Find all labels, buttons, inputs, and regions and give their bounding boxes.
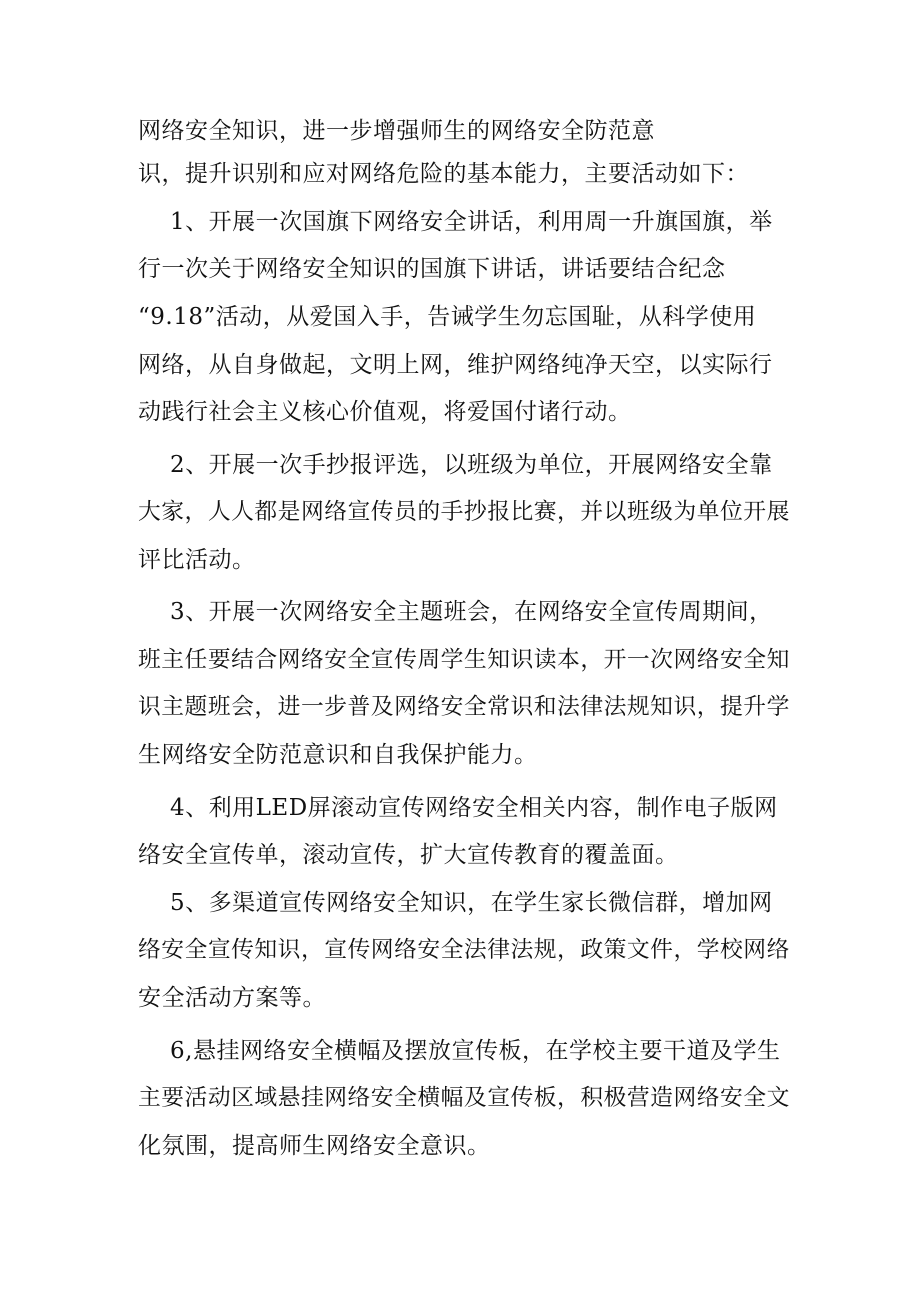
item-4-line: 络安全宣传单，滚动宣传，扩大宣传教育的覆盖面。 [138,842,679,868]
intro-line: 网络安全知识，进一步增强师生的网络安全防范意 [138,118,655,144]
intro-line: 识，提升识别和应对网络危险的基本能力，主要活动如下： [138,161,749,187]
item-1-line: 动践行社会主义核心价值观，将爱国付诸行动。 [138,399,632,425]
item-4-line: 4、利用LED屏滚动宣传网络安全相关内容，制作电子版网 [170,795,778,821]
item-2-line: 大家，人人都是网络宣传员的手抄报比赛，并以班级为单位开展 [138,499,790,525]
item-5-line: 络安全宣传知识，宣传网络安全法律法规，政策文件，学校网络 [138,937,790,963]
item-2-line: 2、开展一次手抄报评选，以班级为单位，开展网络安全靠 [170,452,773,478]
item-3-line: 班主任要结合网络安全宣传周学生知识读本，开一次网络安全知 [138,647,790,673]
item-2-line: 评比活动。 [138,547,256,573]
item-6-line: 6,悬挂网络安全横幅及摆放宣传板，在学校主要干道及学生 [170,1038,781,1064]
item-3-line: 生网络安全防范意识和自我保护能力。 [138,742,538,768]
item-3-line: 识主题班会，进一步普及网络安全常识和法律法规知识，提升学 [138,694,790,720]
item-1-line: “9.18”活动，从爱国入手，告诫学生勿忘国耻，从科学使用 [138,304,757,330]
item-3-line: 3、开展一次网络安全主题班会，在网络安全宣传周期间， [170,599,773,625]
item-6-line: 化氛围，提高师生网络安全意识。 [138,1133,491,1159]
item-1-line: 网络，从自身做起，文明上网，维护网络纯净天空，以实际行 [138,352,773,378]
item-5-line: 5、多渠道宣传网络安全知识，在学生家长微信群，增加网 [170,890,773,916]
item-6-line: 主要活动区域悬挂网络安全横幅及宣传板，积极营造网络安全文 [138,1085,790,1111]
item-1-line: 行一次关于网络安全知识的国旗下讲话，讲话要结合纪念 [138,256,726,282]
item-5-line: 安全活动方案等。 [138,985,326,1011]
item-1-line: 1、开展一次国旗下网络安全讲话，利用周一升旗国旗，举 [170,209,773,235]
